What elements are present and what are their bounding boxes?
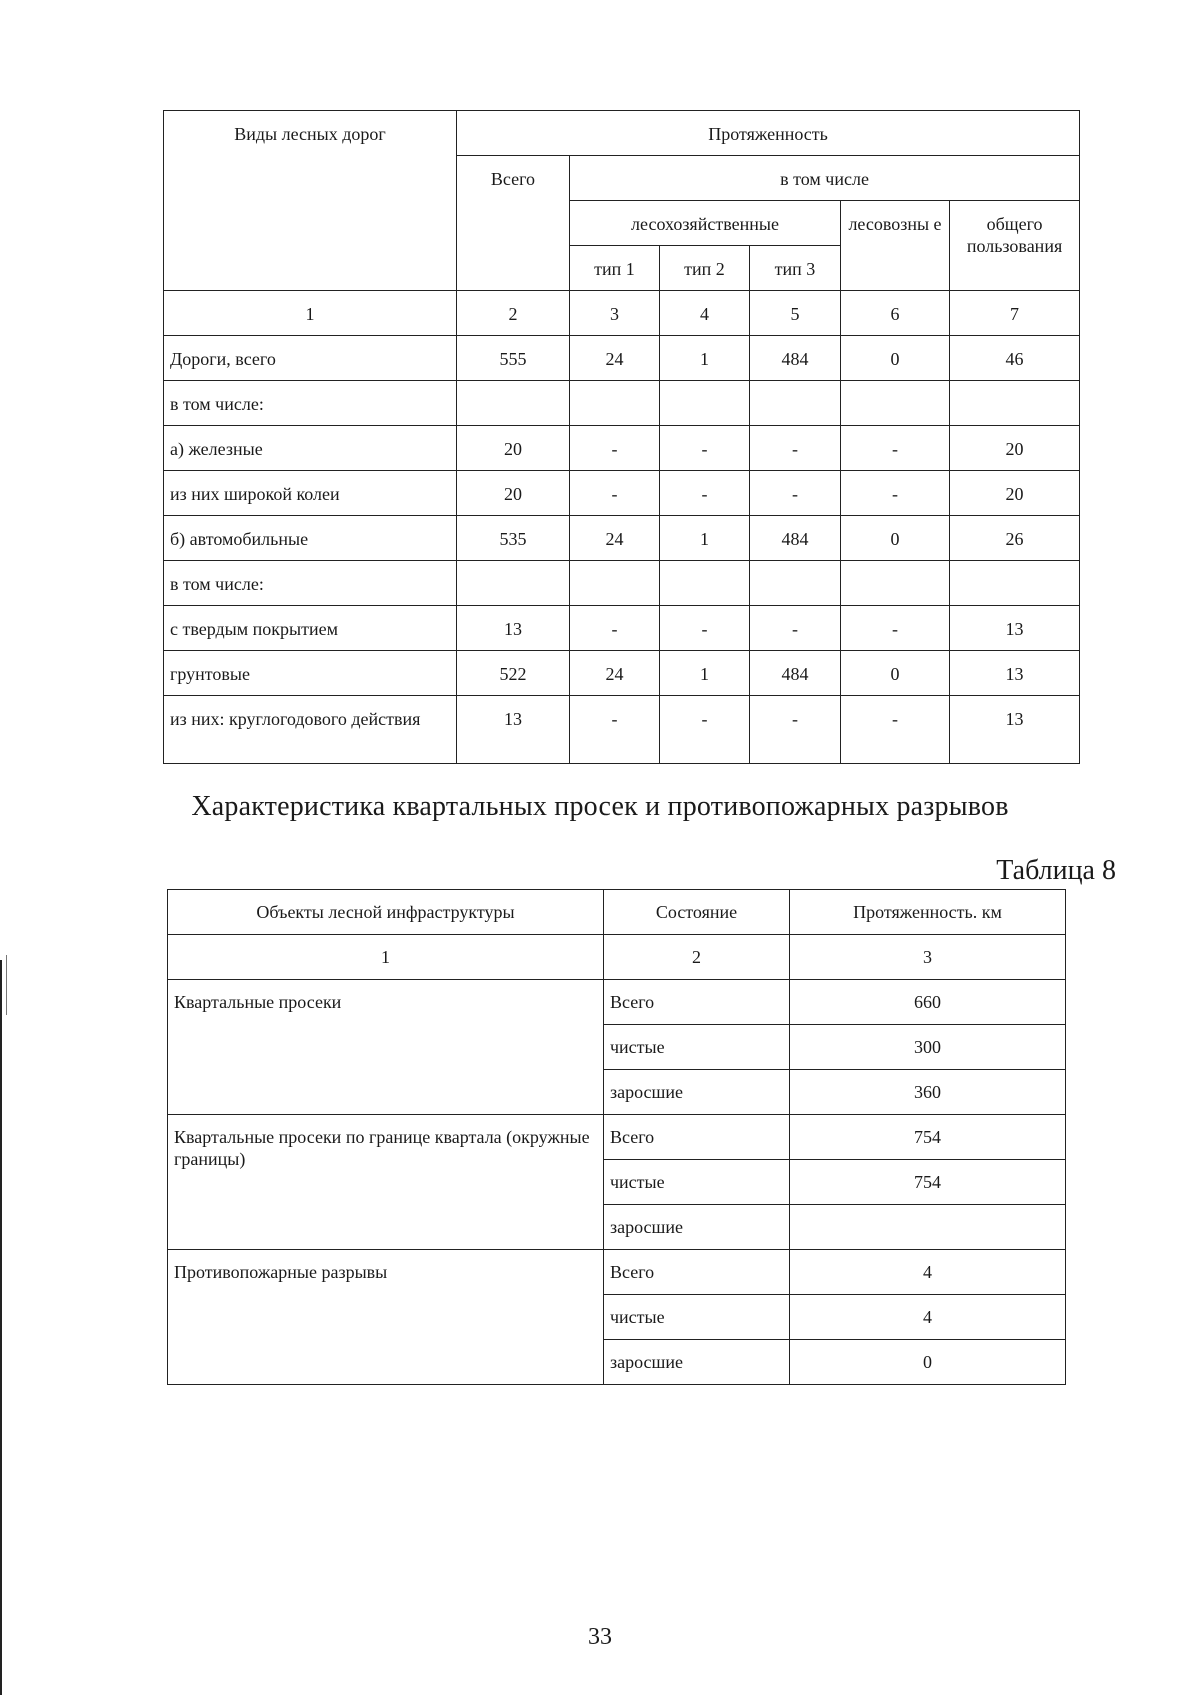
column-number: 3 bbox=[570, 291, 660, 336]
row-label: в том числе: bbox=[164, 561, 457, 606]
table-row bbox=[164, 516, 1080, 561]
cell-value: - bbox=[750, 696, 841, 764]
state-cell: чистые bbox=[604, 1295, 790, 1340]
header-length: Протяженность bbox=[457, 111, 1080, 156]
column-number: 7 bbox=[950, 291, 1080, 336]
table-row bbox=[164, 336, 1080, 381]
header-including: в том числе bbox=[570, 156, 1080, 201]
state-cell: заросшие bbox=[604, 1340, 790, 1385]
header-timber: лесовозны е bbox=[841, 201, 950, 291]
table-row bbox=[164, 561, 1080, 606]
length-cell: 0 bbox=[790, 1340, 1066, 1385]
cell-value: - bbox=[570, 471, 660, 516]
cell-value: 555 bbox=[457, 336, 570, 381]
cell-value: - bbox=[750, 471, 841, 516]
cell-value: 20 bbox=[950, 426, 1080, 471]
state-cell: Всего bbox=[604, 1115, 790, 1160]
cell-value: 24 bbox=[570, 516, 660, 561]
length-cell: 660 bbox=[790, 980, 1066, 1025]
length-cell bbox=[790, 1205, 1066, 1250]
header-total: Всего bbox=[457, 156, 570, 291]
header-objects: Объекты лесной инфраструктуры bbox=[168, 890, 604, 935]
cell-value: - bbox=[750, 606, 841, 651]
cell-value: 20 bbox=[950, 471, 1080, 516]
object-name: Противопожарные разрывы bbox=[168, 1250, 604, 1385]
cell-value bbox=[950, 381, 1080, 426]
header-public: общего пользования bbox=[950, 201, 1080, 291]
cell-value: 13 bbox=[457, 696, 570, 764]
cell-value bbox=[841, 381, 950, 426]
header-road-kind: Виды лесных дорог bbox=[164, 111, 457, 291]
column-number-row bbox=[164, 291, 1080, 336]
cell-value: 484 bbox=[750, 516, 841, 561]
cell-value: - bbox=[570, 606, 660, 651]
state-cell: чистые bbox=[604, 1160, 790, 1205]
row-label: грунтовые bbox=[164, 651, 457, 696]
cell-value: - bbox=[841, 696, 950, 764]
cell-value: - bbox=[841, 426, 950, 471]
cell-value bbox=[750, 381, 841, 426]
cell-value bbox=[660, 561, 750, 606]
state-cell: Всего bbox=[604, 1250, 790, 1295]
cell-value: 13 bbox=[950, 651, 1080, 696]
cell-value: 13 bbox=[950, 606, 1080, 651]
table-row bbox=[168, 1115, 1066, 1160]
scan-edge-line bbox=[0, 960, 2, 1695]
row-label: Дороги, всего bbox=[164, 336, 457, 381]
header-type2: тип 2 bbox=[660, 246, 750, 291]
cell-value: 24 bbox=[570, 336, 660, 381]
cell-value: - bbox=[841, 471, 950, 516]
cell-value: - bbox=[660, 471, 750, 516]
cell-value: - bbox=[660, 696, 750, 764]
column-number: 3 bbox=[790, 935, 1066, 980]
cell-value: 522 bbox=[457, 651, 570, 696]
cell-value: 20 bbox=[457, 471, 570, 516]
object-name: Квартальные просеки bbox=[168, 980, 604, 1115]
cell-value: 13 bbox=[457, 606, 570, 651]
cell-value bbox=[457, 561, 570, 606]
header-forestry: лесохозяйственные bbox=[570, 201, 841, 246]
table-row bbox=[164, 696, 1080, 764]
table-row bbox=[164, 471, 1080, 516]
cell-value: - bbox=[750, 426, 841, 471]
cell-value: 13 bbox=[950, 696, 1080, 764]
length-cell: 4 bbox=[790, 1295, 1066, 1340]
row-label: из них: круглогодового действия bbox=[164, 696, 457, 764]
column-number: 5 bbox=[750, 291, 841, 336]
row-label: б) автомобильные bbox=[164, 516, 457, 561]
row-label: а) железные bbox=[164, 426, 457, 471]
table-row bbox=[164, 381, 1080, 426]
cell-value bbox=[570, 381, 660, 426]
column-number: 1 bbox=[168, 935, 604, 980]
cell-value: 46 bbox=[950, 336, 1080, 381]
table-row bbox=[164, 606, 1080, 651]
cell-value: - bbox=[570, 426, 660, 471]
row-label: из них широкой колеи bbox=[164, 471, 457, 516]
header-type1: тип 1 bbox=[570, 246, 660, 291]
table-row bbox=[168, 1250, 1066, 1295]
length-cell: 300 bbox=[790, 1025, 1066, 1070]
cell-value: 0 bbox=[841, 516, 950, 561]
cell-value bbox=[841, 561, 950, 606]
header-length-km: Протяженность. км bbox=[790, 890, 1066, 935]
cell-value: 0 bbox=[841, 336, 950, 381]
length-cell: 4 bbox=[790, 1250, 1066, 1295]
cell-value: - bbox=[570, 696, 660, 764]
length-cell: 754 bbox=[790, 1160, 1066, 1205]
scan-edge-mark bbox=[6, 955, 7, 1015]
object-name: Квартальные просеки по границе квартала (окружные границы) bbox=[168, 1115, 604, 1250]
cell-value: 26 bbox=[950, 516, 1080, 561]
column-number: 2 bbox=[604, 935, 790, 980]
column-number: 4 bbox=[660, 291, 750, 336]
header-type3: тип 3 bbox=[750, 246, 841, 291]
cell-value: - bbox=[660, 606, 750, 651]
cell-value: 1 bbox=[660, 516, 750, 561]
roads-table bbox=[163, 110, 1080, 764]
cell-value: 1 bbox=[660, 336, 750, 381]
table-row bbox=[164, 426, 1080, 471]
column-number: 2 bbox=[457, 291, 570, 336]
table-label: Таблица 8 bbox=[996, 855, 1116, 886]
cell-value bbox=[457, 381, 570, 426]
clearings-table bbox=[167, 889, 1066, 1385]
table-row bbox=[164, 651, 1080, 696]
length-cell: 360 bbox=[790, 1070, 1066, 1115]
state-cell: Всего bbox=[604, 980, 790, 1025]
header-state: Состояние bbox=[604, 890, 790, 935]
cell-value: 484 bbox=[750, 336, 841, 381]
cell-value bbox=[950, 561, 1080, 606]
section-title: Характеристика квартальных просек и противопожарных разрывов bbox=[191, 791, 1009, 822]
cell-value: 0 bbox=[841, 651, 950, 696]
header-row bbox=[168, 890, 1066, 935]
cell-value bbox=[570, 561, 660, 606]
cell-value bbox=[750, 561, 841, 606]
column-number-row bbox=[168, 935, 1066, 980]
cell-value: 20 bbox=[457, 426, 570, 471]
cell-value: 484 bbox=[750, 651, 841, 696]
state-cell: заросшие bbox=[604, 1070, 790, 1115]
column-number: 6 bbox=[841, 291, 950, 336]
cell-value bbox=[660, 381, 750, 426]
length-cell: 754 bbox=[790, 1115, 1066, 1160]
cell-value: - bbox=[660, 426, 750, 471]
row-label: с твердым покрытием bbox=[164, 606, 457, 651]
column-number: 1 bbox=[164, 291, 457, 336]
state-cell: чистые bbox=[604, 1025, 790, 1070]
page-number: 33 bbox=[588, 1624, 612, 1650]
state-cell: заросшие bbox=[604, 1205, 790, 1250]
cell-value: 1 bbox=[660, 651, 750, 696]
table-row bbox=[168, 980, 1066, 1025]
cell-value: 24 bbox=[570, 651, 660, 696]
cell-value: 535 bbox=[457, 516, 570, 561]
row-label: в том числе: bbox=[164, 381, 457, 426]
cell-value: - bbox=[841, 606, 950, 651]
